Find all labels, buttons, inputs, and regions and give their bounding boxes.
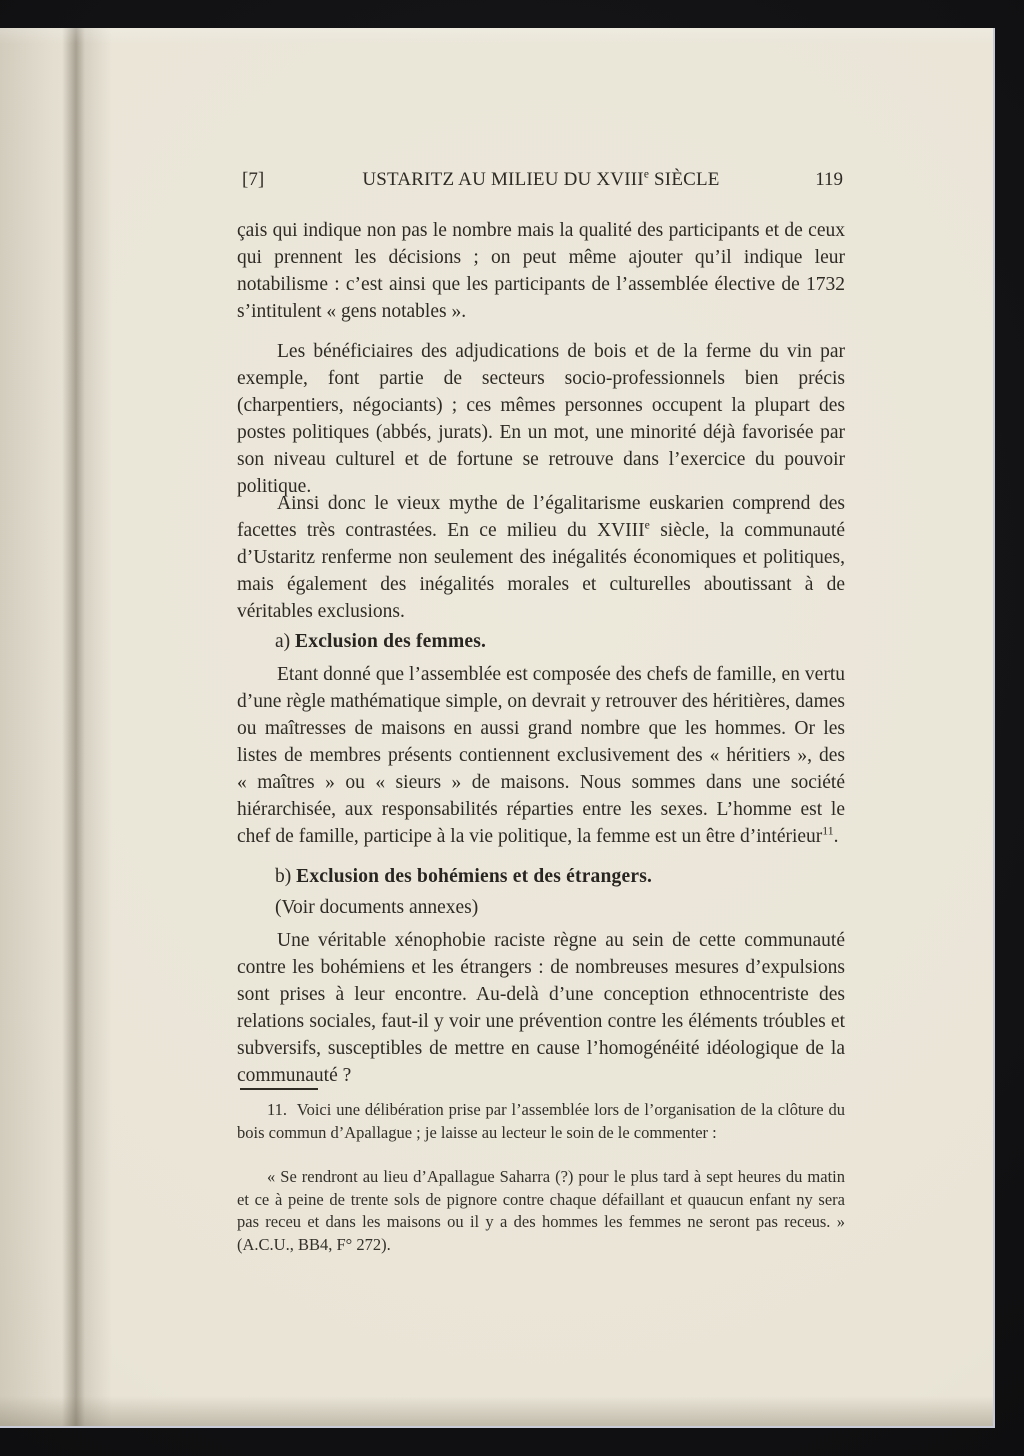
header-section-number: [7] [242, 169, 265, 190]
page-header [237, 168, 845, 192]
page-number: 119 [815, 169, 843, 190]
running-title: USTARITZ AU MILIEU DU XVIIIe SIÈCLE [362, 168, 720, 190]
book-page [0, 28, 995, 1428]
footnote-11-quotation: « Se rendront au lieu d’Apallague Saharra (?) pour le plus tard à sept heures du matin et ce à peine de trente sols de pignore contre chaque défaillant et quaucun enfant ny sera pas receu et dans les maisons ou il y a des hommes les femmes ne seront pas receus. » (A.C.U., BB4, F° 272). [237, 1167, 845, 1254]
annex-reference-note: (Voir documents annexes) [275, 897, 479, 918]
paragraph-xenophobie: Une véritable xénophobie raciste règne au sein de cette communauté contre les bohémiens et les étrangers : de nombreuses mesures d’expulsions sont prises à leur encontre. Au-delà d’une conception ethnocentriste des relations sociales, faut-il y voir une prévention contre les éléments tróubles et subversifs, susceptibles de mettre en cause l’homogénéité idéologique de la communauté ? [237, 930, 845, 1086]
paragraph-beneficiaires: Les bénéficiaires des adjudications de bois et de la ferme du vin par exemple, font partie de secteurs socio-professionnels bien précis (charpentiers, négociants) ; ces mêmes personnes occupent la plupart des postes politiques (abbés, jurats). En un mot, une minorité déjà favorisée par son niveau culturel et de fortune se retrouve dans l’exercice du pouvoir politique. [237, 341, 845, 497]
paragraph-assemblee: Etant donné que l’assemblée est composée des chefs de famille, en vertu d’une règle mathématique simple, on devrait y retrouver des héritières, dames ou maîtresses de maisons en aussi grand nombre que les hommes. Or les listes de membres présents contiennent exclusivement des « héritiers », des « maîtres » ou « sieurs » de maisons. Nous sommes dans une société hiérarchisée, aux responsabilités réparties entre les sexes. L’homme est le chef de famille, participe à la vie politique, la femme est un être d’intérieur$^{11}$. [237, 664, 845, 847]
section-heading-b: b) Exclusion des bohémiens et des étrangers. [275, 866, 653, 887]
paragraph-continuation: çais qui indique non pas le nombre mais la qualité des participants et de ceux qui prennent les décisions ; on peut même ajouter qu’il indique leur notabilisme : c’est ainsi que les participants de l’assemblée élective de 1732 s’intitulent « gens notables ». [237, 220, 845, 322]
footnote-11-intro: 11. Voici une délibération prise par l’assemblée lors de l’organisation de la clôture du bois commun d’Apallague ; je laisse au lecteur le soin de le commenter : [237, 1100, 845, 1142]
section-heading-a: a) Exclusion des femmes. [275, 631, 487, 652]
paragraph-egalitarisme: Ainsi donc le vieux mythe de l’égalitarisme euskarien comprend des facettes très contrastées. En ce milieu du XVIIIe siècle, la communauté d’Ustaritz renferme non seulement des inégalités économiques et politiques, mais également des inégalités morales et culturelles aboutissant à de véritables exclusions. [237, 493, 845, 622]
footnote-rule [240, 1088, 318, 1090]
page-text-column [237, 28, 845, 1426]
